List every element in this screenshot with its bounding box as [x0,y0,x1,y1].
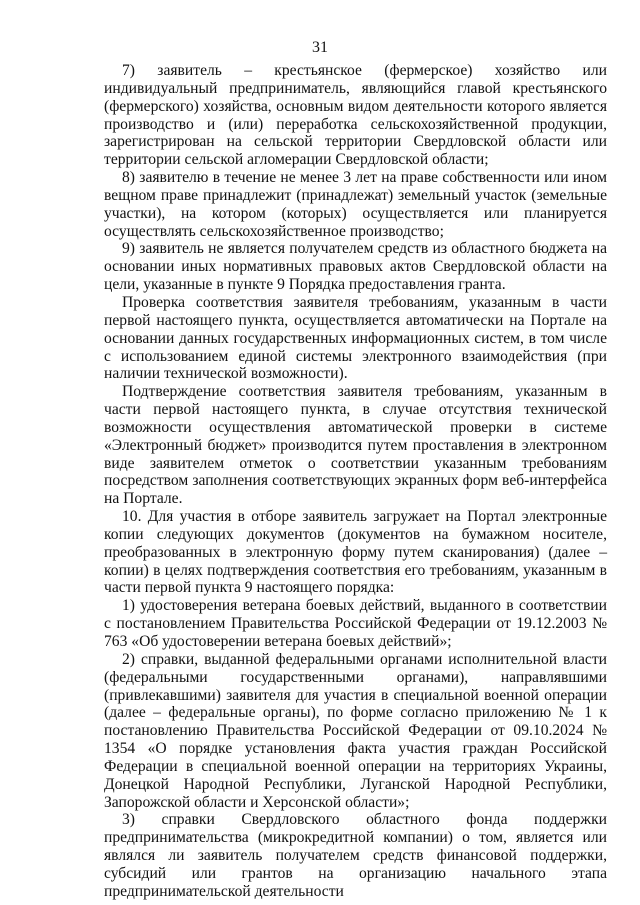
paragraph-item-9: 9) заявитель не является получателем средств из областного бюджета на основании иных нормативных правовых актов Свердловской области на цели, указанные в пункте 9 Порядка предоставления гранта. [104,240,607,294]
paragraph-automatic-check: Проверка соответствия заявителя требованиям, указанным в части первой настоящего пункта, осуществляется автоматически на Портале на основании данных государственных информационных систем, в том числе с использованием единой системы электронного взаимодействия (при наличии технической возможности). [104,293,607,383]
document-body [104,62,607,901]
paragraph-document-2: 2) справки, выданной федеральными органами исполнительной власти (федеральными государственными органами), направлявшими (привлекавшими) заявителя для участия в специальной военной операции (далее – федеральные органы), по форме согласно приложению № 1 к постановлению Правительства Российской Федерации от 09.10.2024 № 1354 «О порядке установления факта участия граждан Российской Федерации в специальной военной операции на территориях Украины, Донецкой Народной Республики, Луганской Народной Республики, Запорожской области и Херсонской области»; [104,650,607,811]
paragraph-item-7: 7) заявитель – крестьянское (фермерское) хозяйство или индивидуальный предприниматель, являющийся главой крестьянского (фермерского) хозяйства, основным видом деятельности которого является производство и (или) переработка сельскохозяйственной продукции, зарегистрирован на сельской территории Свердловской области или территории сельской агломерации Свердловской области; [104,62,607,169]
paragraph-item-8: 8) заявителю в течение не менее 3 лет на праве собственности или ином вещном праве принадлежит (принадлежат) земельный участок (земельные участки), на котором (которых) осуществляется или планируется осуществлять сельскохозяйственное производство; [104,169,607,240]
paragraph-clause-10: 10. Для участия в отборе заявитель загружает на Портал электронные копии следующих документов (документов на бумажном носителе, преобразованных в электронную форму путем сканирования) (далее – копии) в целях подтверждения соответствия его требованиям, указанным в части первой пункта 9 настоящего порядка: [104,508,607,597]
paragraph-document-1: 1) удостоверения ветерана боевых действий, выданного в соответствии с постановлением Правительства Российской Федерации от 19.12.2003 № 763 «Об удостоверении ветерана боевых действий»; [104,597,607,650]
paragraph-document-3: 3) справки Свердловского областного фонда поддержки предпринимательства (микрокредитной компании) о том, является или являлся ли заявитель получателем средств финансовой поддержки, субсидий или грантов на организацию начального этапа предпринимательской деятельности [104,811,607,900]
paragraph-manual-confirmation: Подтверждение соответствия заявителя требованиям, указанным в части первой настоящего пункта, в случае отсутствия технической возможности осуществления автоматической проверки в системе «Электронный бюджет» производится путем проставления в электронном виде заявителем отметок о соответствии указанным требованиям посредством заполнения соответствующих экранных форм веб-интерфейса на Портале. [104,383,607,508]
page-number: 31 [312,39,328,56]
